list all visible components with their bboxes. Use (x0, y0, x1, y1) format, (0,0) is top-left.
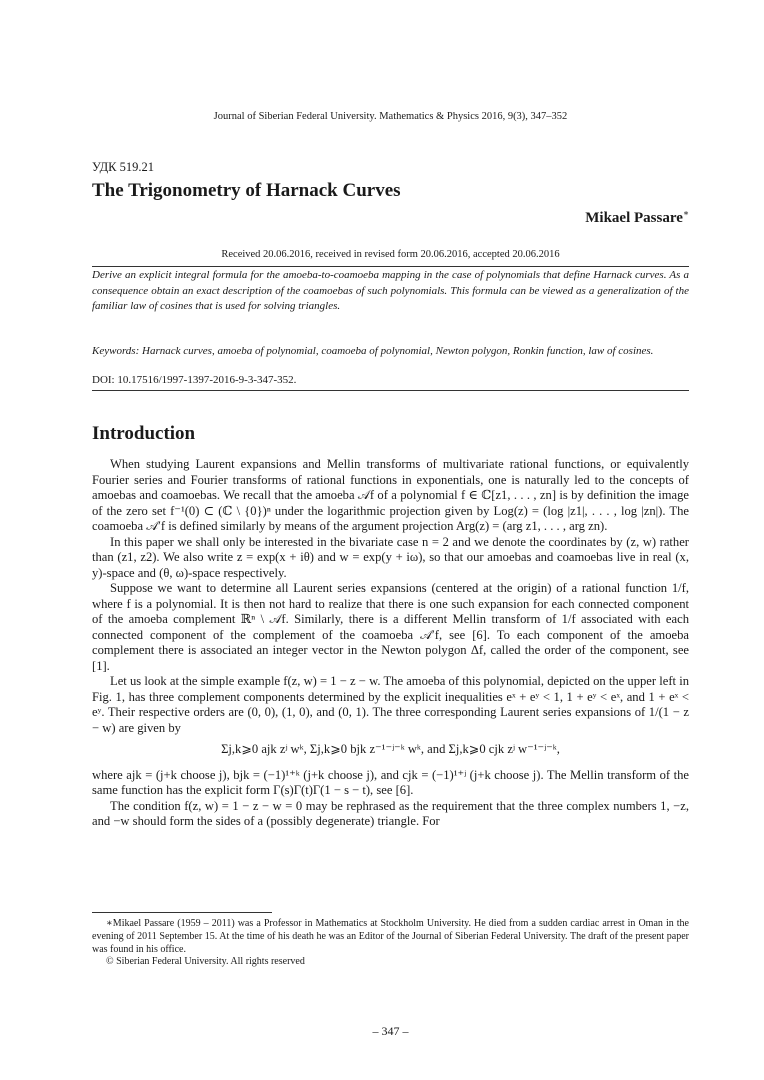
running-head: Journal of Siberian Federal University. Mathematics & Physics 2016, 9(3), 347–352 (213, 111, 568, 122)
author-name: Mikael Passare (585, 210, 683, 226)
paragraph: The condition f(z, w) = 1 − z − w = 0 may be rephrased as the requirement that the three complex numbers 1, −z, and −w should form the sides of a (possibly degenerate) triangle. For (92, 798, 689, 828)
footnote-mark: ∗ (682, 208, 689, 218)
abstract-bottom-rule (92, 390, 689, 391)
paragraph: In this paper we shall only be interested in the bivariate case n = 2 and we denote the coordinates by (z, w) rather than (z1, z2). We also write z = exp(x + iθ) and w = exp(y + iω), so that our amoebas and coamoebas live in real (x, y)-space and (θ, ω)-space respectively. (92, 534, 689, 580)
doi: DOI: 10.17516/1997-1397-2016-9-3-347-352. (92, 374, 297, 386)
paragraph: Suppose we want to determine all Laurent series expansions (centered at the origin) of a rational function 1/f, where f is a polynomial. It is then not hard to realize that there is one such expansion for each connected component of the amoeba complement ℝⁿ \ 𝒜f. Similarly, there is a different Mellin transform of 1/f associated with each connected component of the complement of the coamoeba 𝒜′f, see [6]. To each component of the amoeba complement there is associated an integer vector in the Newton polygon Δf, called the order of the component, see [1]. (92, 581, 689, 673)
paragraph: Let us look at the simple example f(z, w) = 1 − z − w. The amoeba of this polynomial, depicted on the upper left in Fig. 1, has three complement components determined by the explicit inequalities eˣ + eʸ < 1, 1 + eʸ < eˣ, and 1 + eˣ < eʸ. Their respective orders are (0, 0), (1, 0), and (0, 1). The three corresponding Laurent series expansions of 1/(1 − z − w) are given by (92, 674, 689, 735)
received-dates: Received 20.06.2016, received in revised form 20.06.2016, accepted 20.06.2016 (221, 249, 560, 260)
paragraph: When studying Laurent expansions and Mellin transforms of multivariate rational functions, or equivalently Fourier series and Fourier transforms of rational functions in exponentials, one is naturally led to the concepts of amoebas and coamoebas. We recall that the amoeba 𝒜f of a polynomial f ∈ ℂ[z1, . . . , zn] is by definition the image of the zero set f⁻¹(0) ⊂ (ℂ \ {0})ⁿ under the logarithmic projection given by Log(z) = (log |z1|, . . . , log |zn|). The coamoeba 𝒜′f is defined similarly by means of the argument projection Arg(z) = (arg z1, . . . , arg zn). (92, 457, 689, 533)
section-heading: Introduction (92, 423, 196, 444)
display-formula: Σj,k⩾0 ajk zʲ wᵏ, Σj,k⩾0 bjk z⁻¹⁻ʲ⁻ᵏ wᵏ, and Σj,k⩾0 cjk zʲ w⁻¹⁻ʲ⁻ᵏ, (221, 742, 560, 756)
paragraph: where ajk = (j+k choose j), bjk = (−1)¹⁺ᵏ (j+k choose j), and cjk = (−1)¹⁺ʲ (j+k choose j). The Mellin transform of the same function has the explicit form Γ(s)Γ(t)Γ(1 − s − t), see [6]. (92, 767, 689, 797)
footnote-text: ∗Mikael Passare (1959 – 2011) was a Professor in Mathematics at Stockholm University. He died from a sudden cardiac arrest in Oman in the evening of 2011 September 15. At the time of his death he was an Editor of the Journal of Siberian Federal University. The draft of the present paper was found in his office. (92, 918, 689, 955)
page-number: – 347 – (372, 1024, 409, 1038)
udk-code: УДК 519.21 (92, 160, 154, 174)
footnote-rule (92, 912, 272, 913)
body-text (92, 457, 689, 830)
keywords: Keywords: Harnack curves, amoeba of polynomial, coamoeba of polynomial, Newton polygon, Ronkin function, law of cosines. (92, 345, 654, 357)
footnote (92, 918, 689, 969)
author (585, 208, 689, 227)
abstract-top-rule (92, 266, 689, 267)
abstract: Derive an explicit integral formula for the amoeba-to-coamoeba mapping in the case of polynomials that define Harnack curves. As a consequence obtain an exact description of the coamoebas of such polynomials. This formula can be viewed as a generalization of the familiar law of cosines that is used for solving triangles. (92, 269, 689, 313)
copyright: © Siberian Federal University. All rights reserved (106, 956, 305, 968)
paper-title: The Trigonometry of Harnack Curves (92, 180, 401, 201)
